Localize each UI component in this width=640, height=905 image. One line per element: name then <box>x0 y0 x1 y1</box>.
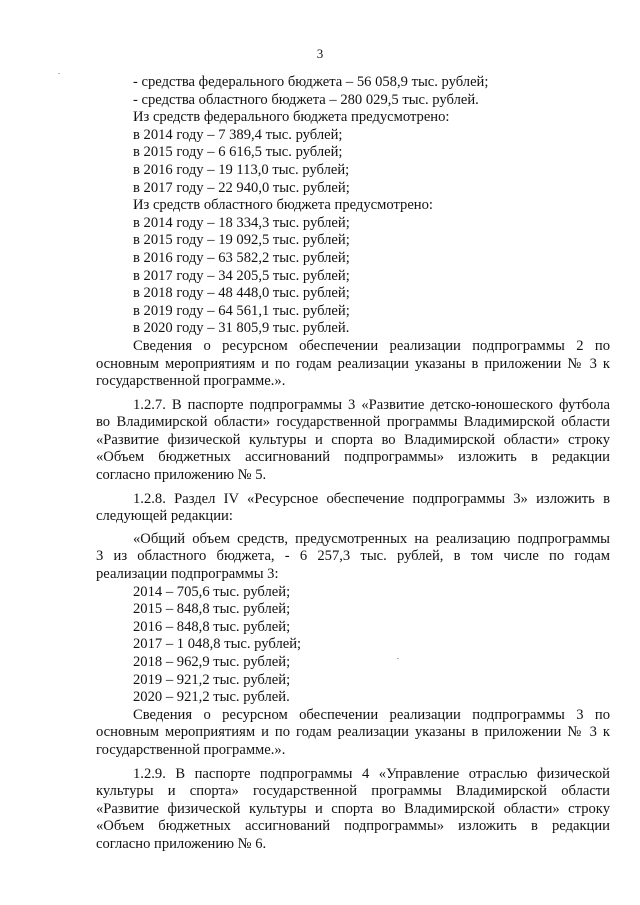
federal-year-line: в 2017 году – 22 940,0 тыс. рублей; <box>133 179 350 196</box>
year-amount-line: 2017 – 1 048,8 тыс. рублей; <box>133 636 302 653</box>
paragraph-line: «Развитие физической культуры и спорта во Владимирской области» строку <box>96 431 610 448</box>
paragraph-line: согласно приложению № 5. <box>96 467 267 484</box>
quote-line: «Общий объем средств, предусмотренных на реализацию подпрограммы <box>133 530 610 547</box>
paragraph-line: согласно приложению № 6. <box>96 835 267 852</box>
paragraph-line: 1.2.7. В паспорте подпрограммы 3 «Развитие детско-юношеского футбола <box>133 396 610 413</box>
paragraph-line: основным мероприятиям и по годам реализации указаны в приложении № 3 к <box>96 724 610 741</box>
section-1-2-8 <box>96 491 610 760</box>
paragraph-line: основным мероприятиям и по годам реализации указаны в приложении № 3 к <box>96 355 610 372</box>
scan-speck <box>58 73 60 74</box>
year-amount-line: 2019 – 921,2 тыс. рублей; <box>133 671 291 688</box>
document-body <box>96 74 610 854</box>
section-1-2-9 <box>96 766 610 854</box>
paragraph-line: «Развитие физической культуры и спорта во Владимирской области» строку <box>96 800 610 817</box>
regional-budget-total: - средства областного бюджета – 280 029,5 тыс. рублей. <box>133 91 479 108</box>
federal-budget-total: - средства федерального бюджета – 56 058,9 тыс. рублей; <box>133 74 489 90</box>
year-amount-line: 2018 – 962,9 тыс. рублей; <box>133 654 291 670</box>
regional-year-line: в 2017 году – 34 205,5 тыс. рублей; <box>133 267 350 284</box>
regional-budget-heading: Из средств областного бюджета предусмотрено: <box>133 197 433 214</box>
resource-info-paragraph <box>96 338 610 391</box>
year-amount-line: 2015 – 848,8 тыс. рублей; <box>133 601 291 618</box>
paragraph-line: государственной программе.». <box>96 741 286 758</box>
federal-year-line: в 2015 году – 6 616,5 тыс. рублей; <box>133 144 343 161</box>
federal-budget-heading: Из средств федерального бюджета предусмотрено: <box>133 109 450 126</box>
regional-year-line: в 2019 году – 64 561,1 тыс. рублей; <box>133 302 350 319</box>
quote-line: 3 из областного бюджета, - 6 257,3 тыс. рублей, в том числе по годам <box>96 548 610 565</box>
paragraph-line: «Объем бюджетных ассигнований подпрограммы» изложить в редакции <box>96 818 610 835</box>
paragraph-line: «Объем бюджетных ассигнований подпрограммы» изложить в редакции <box>96 449 610 466</box>
regional-year-line: в 2018 году – 48 448,0 тыс. рублей; <box>133 285 350 302</box>
quote-line: реализации подпрограммы 3: <box>96 566 279 583</box>
regional-year-line: в 2016 году – 63 582,2 тыс. рублей; <box>133 249 350 266</box>
federal-year-line: в 2014 году – 7 389,4 тыс. рублей; <box>133 126 343 143</box>
year-amount-line: 2016 – 848,8 тыс. рублей; <box>133 618 291 635</box>
year-amount-line: 2014 – 705,6 тыс. рублей; <box>133 583 291 600</box>
year-amount-line: 2020 – 921,2 тыс. рублей. <box>133 689 290 706</box>
paragraph-line: Сведения о ресурсном обеспечении реализации подпрограммы 3 по <box>133 706 610 723</box>
page-number: 3 <box>316 46 324 61</box>
paragraph-line: 1.2.9. В паспорте подпрограммы 4 «Управление отраслью физической <box>133 765 610 782</box>
paragraph-line: следующей редакции: <box>96 508 233 525</box>
regional-year-line: в 2015 году – 19 092,5 тыс. рублей; <box>133 232 350 249</box>
paragraph-line: во Владимирской области» государственной программы Владимирской области <box>96 414 610 431</box>
paragraph-line: Сведения о ресурсном обеспечении реализации подпрограммы 2 по <box>133 337 610 354</box>
paragraph-line: 1.2.8. Раздел IV «Ресурсное обеспечение подпрограммы 3» изложить в <box>133 490 610 507</box>
paragraph-line: государственной программе.». <box>96 373 286 390</box>
regional-year-line: в 2014 году – 18 334,3 тыс. рублей; <box>133 214 350 231</box>
regional-year-line: в 2020 году – 31 805,9 тыс. рублей. <box>133 320 350 337</box>
section-1-2-7 <box>96 397 610 485</box>
federal-year-line: в 2016 году – 19 113,0 тыс. рублей; <box>133 161 350 178</box>
paragraph-line: культуры и спорта» государственной программы Владимирской области <box>96 783 610 800</box>
